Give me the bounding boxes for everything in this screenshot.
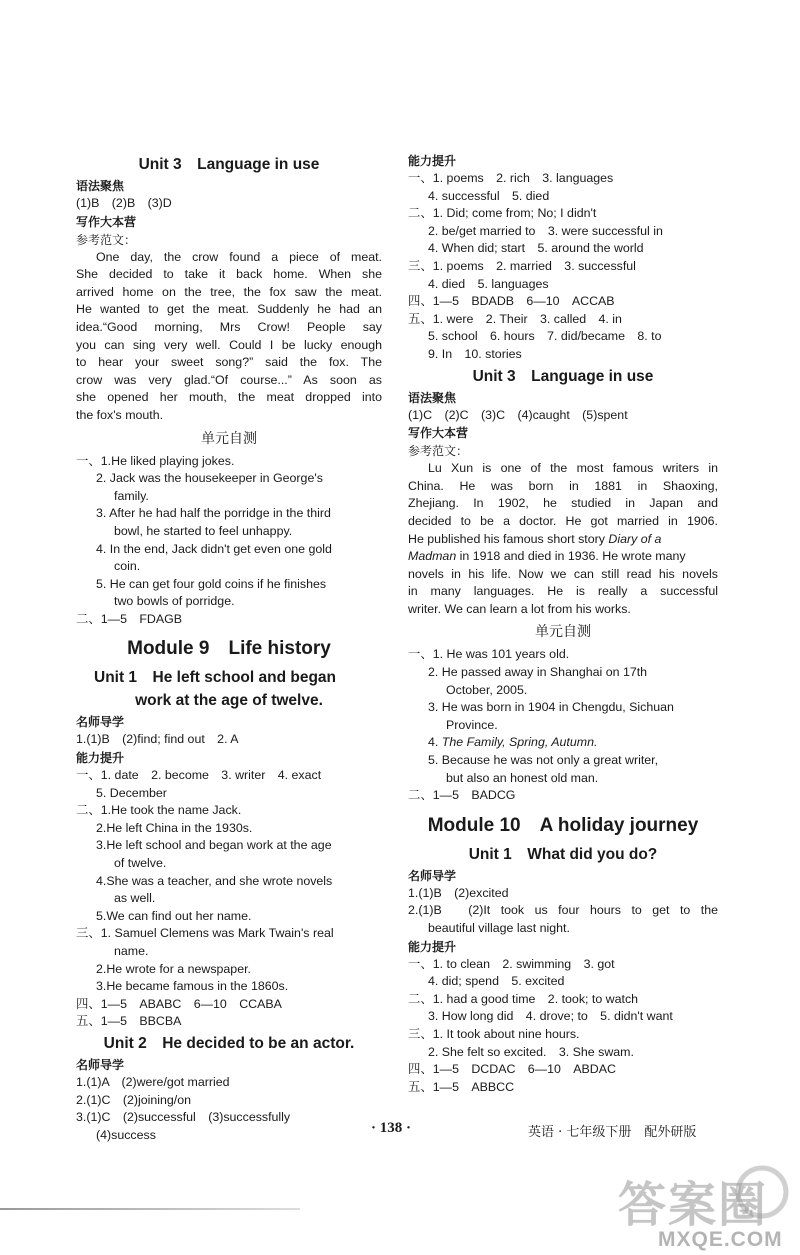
page-number: · 138 ·	[371, 1120, 412, 1136]
answer-line: 3.He became famous in the 1860s.	[96, 979, 289, 994]
answer-line: 3. How long did 4. drove; to 5. didn't want	[428, 1009, 673, 1024]
answer-line: 3. After he had half the porridge in the third	[96, 506, 331, 521]
answer-line: 三、1. Samuel Clemens was Mark Twain's real	[76, 926, 334, 941]
essay-line: He wanted to get the meat. Suddenly he had an	[76, 302, 382, 317]
answer-line: 二、1. Did; come from; No; I didn't	[408, 206, 597, 221]
essay-line: decided to be a doctor. He got married in 1906.	[408, 513, 718, 528]
answer-line: 4. successful 5. died	[428, 188, 550, 203]
answer-line: 四、1—5 BDADB 6—10 ACCAB	[408, 294, 615, 309]
essay-line: you can sing very well. Could I be lucky enough	[76, 337, 382, 352]
essay-line: Zhejiang. In 1902, he studied in Japan and	[408, 496, 718, 511]
answer-line: beautiful village last night.	[428, 921, 570, 935]
unit-title: Unit 3 Language in use	[472, 367, 654, 385]
answer-line: 1.(1)A (2)were/got married	[76, 1074, 230, 1089]
unit-test-title: 单元自测	[201, 430, 257, 447]
essay-line: writer. We can learn a lot from his works.	[408, 601, 631, 616]
watermark-url: MXQE.COM	[658, 1228, 783, 1251]
left-column	[76, 152, 382, 1144]
answer-line: 9. In 10. stories	[428, 346, 522, 361]
essay-line: arrived home on the tree, the fox saw the meat.	[76, 284, 382, 299]
essay-text: He published his famous short story	[408, 531, 609, 546]
answer-line: 一、1. He was 101 years old.	[408, 647, 570, 662]
answer-line: as well.	[114, 891, 156, 906]
answer-line: (1)C (2)C (3)C (4)caught (5)spent	[408, 407, 628, 422]
answer-line: 三、1. It took about nine hours.	[408, 1026, 580, 1041]
answer-line: 4. died 5. languages	[428, 276, 549, 291]
section-label: 语法聚焦	[408, 390, 457, 405]
answer-line: 2.He wrote for a newspaper.	[96, 961, 251, 976]
answer-line: 二、1—5 FDAGB	[76, 611, 183, 626]
unit-title: work at the age of twelve.	[135, 692, 323, 710]
answer-line: (1)B (2)B (3)D	[76, 196, 172, 210]
essay-line: crow was very glad.“Of course...” As soon as	[76, 372, 382, 387]
answer-line: 一、1. poems 2. rich 3. languages	[408, 171, 614, 185]
answer-line: Province.	[446, 717, 498, 732]
answer-line: 5. December	[96, 785, 167, 800]
answer-line: coin.	[114, 559, 141, 574]
section-label: 写作大本营	[76, 214, 137, 229]
answer-line: 3.He left school and began work at the age	[96, 838, 332, 853]
answer-line: (4)success	[96, 1127, 156, 1142]
book-title: Madman	[408, 549, 457, 564]
answer-line: 二、1—5 BADCG	[408, 788, 516, 803]
answer-line: 1.(1)B (2)find; find out 2. A	[76, 732, 239, 747]
answer-line: two bowls of porridge.	[114, 594, 235, 609]
answer-line: name.	[114, 944, 149, 958]
answer-line: bowl, he started to feel unhappy.	[114, 523, 293, 538]
answer-line: 4. did; spend 5. excited	[428, 974, 565, 989]
answer-line: 4.She was a teacher, and she wrote novels	[96, 873, 333, 888]
module-title: Module 10 A holiday journey	[427, 814, 699, 836]
essay-line: novels in his life. Now we can still read his novels	[408, 566, 718, 581]
answer-line: 2.He left China in the 1930s.	[96, 820, 253, 835]
answer-line: 二、1.He took the name Jack.	[76, 803, 242, 818]
answer-line: but also an honest old man.	[446, 770, 599, 785]
answer-line: 5. school 6. hours 7. did/became 8. to	[428, 329, 662, 344]
essay-text: in 1918 and died in 1936. He wrote many	[456, 549, 686, 564]
essay-line: She decided to take it back home. When she	[76, 267, 382, 282]
answer-line: 2. Jack was the housekeeper in George's	[96, 471, 323, 486]
answer-line: 1.(1)B (2)excited	[408, 885, 509, 900]
essay-line: China. He was born in 1881 in Shaoxing,	[408, 478, 718, 493]
answer-line: 3. He was born in 1904 in Chengdu, Sichuan	[428, 700, 674, 715]
answer-line: 一、1. to clean 2. swimming 3. got	[408, 956, 615, 971]
book-title: Diary of a	[608, 531, 662, 546]
section-label: 能力提升	[408, 939, 457, 954]
section-label: 能力提升	[408, 154, 457, 168]
book-title-footer: 英语 · 七年级下册 配外研版	[528, 1125, 697, 1140]
answer-line: 2. He passed away in Shanghai on 17th	[428, 665, 648, 680]
essay-line	[408, 548, 718, 566]
unit-title: Unit 1 What did you do?	[468, 845, 658, 863]
section-label: 语法聚焦	[76, 179, 125, 193]
reference-label: 参考范文：	[76, 232, 137, 247]
unit-title: Unit 2 He decided to be an actor.	[103, 1034, 355, 1052]
answer-line: of twelve.	[114, 856, 167, 871]
answer-line: 2. be/get married to 3. were successful in	[428, 223, 663, 238]
answer-line: 5.We can find out her name.	[96, 908, 252, 923]
essay-line: in many languages. He is really a successful	[408, 584, 718, 599]
unit-title: Unit 3 Language in use	[138, 156, 320, 173]
reference-label: 参考范文：	[408, 444, 469, 459]
item-number: 4.	[428, 735, 442, 750]
answer-line: family.	[114, 488, 149, 503]
section-label: 能力提升	[76, 751, 125, 766]
answer-line: 2. She felt so excited. 3. She swam.	[428, 1044, 634, 1059]
essay-line: to hear your sweet song?” said the fox. The	[76, 355, 382, 370]
answer-line: 五、1. were 2. Their 3. called 4. in	[408, 311, 622, 326]
essay-line	[408, 531, 718, 549]
answer-line: 2.(1)B (2)It took us four hours to get to the	[408, 903, 718, 918]
answer-line: 五、1—5 ABBCC	[408, 1079, 515, 1094]
section-label: 名师导学	[76, 1057, 125, 1072]
book-titles: The Family, Spring, Autumn.	[441, 735, 598, 750]
answer-line: 3.(1)C (2)successful (3)successfully	[76, 1110, 291, 1125]
essay-line: One day, the crow found a piece of meat.	[96, 249, 382, 264]
answer-line: 4. In the end, Jack didn't get even one gold	[96, 541, 332, 556]
answer-line: 四、1—5 ABABC 6—10 CCABA	[76, 996, 282, 1011]
answer-line: 五、1—5 BBCBA	[76, 1014, 182, 1029]
unit-title: Unit 1 He left school and began	[94, 669, 336, 687]
answer-line: October, 2005.	[446, 682, 528, 697]
answer-line: 三、1. poems 2. married 3. successful	[408, 258, 636, 273]
section-label: 名师导学	[408, 868, 457, 883]
essay-line: idea.“Good morning, Mrs Crow! People say	[76, 319, 382, 334]
essay-line: the fox's mouth.	[76, 407, 164, 422]
unit-test-title: 单元自测	[535, 624, 591, 641]
right-column	[408, 152, 718, 1096]
module-title: Module 9 Life history	[127, 638, 331, 660]
section-label: 名师导学	[76, 715, 125, 730]
page-edge-shadow	[0, 1208, 300, 1210]
answer-line: 四、1—5 DCDAC 6—10 ABDAC	[408, 1062, 616, 1077]
essay-line: Lu Xun is one of the most famous writers in	[428, 461, 718, 476]
essay-line: she opened her mouth, the meat dropped into	[76, 390, 382, 405]
answer-line: 一、1. date 2. become 3. writer 4. exact	[76, 768, 322, 783]
watermark-text: 答案圈	[618, 1177, 769, 1233]
answer-line: 5. He can get four gold coins if he finishes	[96, 576, 327, 591]
section-label: 写作大本营	[408, 426, 469, 441]
answer-line: 5. Because he was not only a great writer,	[428, 753, 659, 768]
answer-line: 二、1. had a good time 2. took; to watch	[408, 991, 639, 1006]
answer-line: 2.(1)C (2)joining/on	[76, 1092, 192, 1107]
answer-line: 4. When did; start 5. around the world	[428, 241, 644, 256]
answer-line: 一、1.He liked playing jokes.	[76, 453, 235, 468]
answer-line	[408, 734, 718, 752]
